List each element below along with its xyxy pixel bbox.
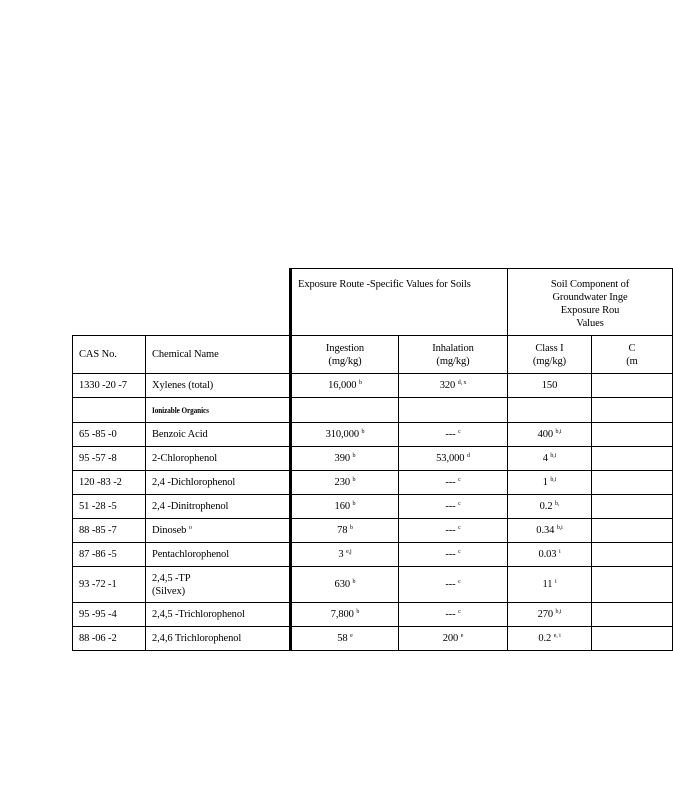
inhalation-cell <box>399 495 508 519</box>
inhalation-value: --- <box>445 579 456 590</box>
chemical-name: Pentachlorophenol <box>152 549 230 560</box>
class1-value: 0.03 <box>538 549 557 560</box>
inhalation-value: 53,000 <box>436 453 465 464</box>
inhalation-value: --- <box>445 501 456 512</box>
ingestion-cell <box>291 374 399 398</box>
soil-component-header: Soil Component of Groundwater Inge Exposure Rou Values <box>508 269 673 336</box>
table-row <box>73 627 673 651</box>
footnote-marker: b, <box>555 501 560 507</box>
class2-cell <box>592 519 673 543</box>
ingestion-value: 78 <box>337 525 348 536</box>
class2-header: C (m <box>592 336 673 374</box>
footnote-marker: o <box>188 525 192 531</box>
ingestion-value: 310,000 <box>325 429 359 440</box>
class1-cell <box>508 471 592 495</box>
cas-cell: 87 -86 -5 <box>73 543 146 567</box>
class1-cell <box>508 567 592 603</box>
class1-value: 11 <box>542 579 553 590</box>
chemical-name-cell <box>146 447 291 471</box>
ingestion-cell <box>291 519 399 543</box>
ingestion-cell <box>291 627 399 651</box>
footnote-marker: c <box>458 549 461 555</box>
table-row <box>73 567 673 603</box>
class1-cell <box>508 519 592 543</box>
table-cell <box>73 398 146 423</box>
ingestion-cell <box>291 543 399 567</box>
footnote-marker: c <box>458 525 461 531</box>
footnote-marker: c <box>458 579 461 585</box>
class1-value: 1 <box>542 477 548 488</box>
ingestion-cell <box>291 423 399 447</box>
inhalation-cell <box>399 374 508 398</box>
section-row <box>73 398 673 423</box>
class1-cell <box>508 603 592 627</box>
blank-corner-cell <box>73 269 291 336</box>
class1-cell <box>508 543 592 567</box>
ingestion-value: 230 <box>334 477 350 488</box>
ingestion-cell <box>291 495 399 519</box>
ingestion-cell <box>291 603 399 627</box>
inhalation-cell <box>399 423 508 447</box>
class2-cell <box>592 374 673 398</box>
class1-value: 270 <box>537 609 554 620</box>
cas-cell: 88 -85 -7 <box>73 519 146 543</box>
inhalation-header: Inhalation (mg/kg) <box>399 336 508 374</box>
chemical-name: 2-Chlorophenol <box>152 453 218 464</box>
inhalation-value: --- <box>445 609 456 620</box>
cas-cell: 120 -83 -2 <box>73 471 146 495</box>
table-row <box>73 603 673 627</box>
table-cell <box>399 398 508 423</box>
section-label: Ionizable Organics <box>152 404 209 415</box>
table-row <box>73 519 673 543</box>
footnote-marker: e, i <box>553 633 561 639</box>
chemical-name-header: Chemical Name <box>146 336 291 374</box>
cas-cell: 95 -57 -8 <box>73 447 146 471</box>
ingestion-value: 630 <box>334 579 350 590</box>
cas-cell: 95 -95 -4 <box>73 603 146 627</box>
table-row <box>73 495 673 519</box>
chemical-name-cell <box>146 543 291 567</box>
chemical-name: 2,4,5 -Trichlorophenol <box>152 609 245 620</box>
inhalation-value: --- <box>445 477 456 488</box>
footnote-marker: b,i <box>556 525 563 531</box>
chemical-name-cell <box>146 471 291 495</box>
class2-cell <box>592 471 673 495</box>
ingestion-cell <box>291 567 399 603</box>
ingestion-value: 390 <box>334 453 350 464</box>
cas-cell: 88 -06 -2 <box>73 627 146 651</box>
ingestion-value: 58 <box>337 633 348 644</box>
chemical-name: Xylenes (total) <box>152 380 214 391</box>
class1-cell <box>508 447 592 471</box>
inhalation-cell <box>399 471 508 495</box>
inhalation-cell <box>399 567 508 603</box>
chemical-name-cell <box>146 495 291 519</box>
chemical-name: 2,4 -Dichlorophenol <box>152 477 236 488</box>
cas-cell: 93 -72 -1 <box>73 567 146 603</box>
class1-value: 0.2 <box>539 501 553 512</box>
chemical-name-cell <box>146 519 291 543</box>
group-header-row <box>73 269 673 336</box>
footnote-marker: b <box>352 453 356 459</box>
cas-header: CAS No. <box>73 336 146 374</box>
table-row <box>73 374 673 398</box>
class2-cell <box>592 567 673 603</box>
inhalation-value: --- <box>445 429 456 440</box>
column-header-row <box>73 336 673 374</box>
chemical-name-cell <box>146 567 291 603</box>
chemical-name: 2,4,6 Trichlorophenol <box>152 633 242 644</box>
chemical-name: 2,4 -Dinitrophenol <box>152 501 229 512</box>
inhalation-cell <box>399 627 508 651</box>
class1-value: 0.34 <box>536 525 555 536</box>
footnote-marker: b,i <box>550 477 557 483</box>
inhalation-value: 200 <box>442 633 459 644</box>
footnote-marker: e <box>350 633 353 639</box>
class2-cell <box>592 603 673 627</box>
chemical-name-cell <box>146 627 291 651</box>
footnote-marker: i <box>558 549 561 555</box>
ingestion-cell <box>291 447 399 471</box>
class1-cell <box>508 495 592 519</box>
chemical-name: Dinoseb <box>152 525 187 536</box>
table-row <box>73 471 673 495</box>
class1-cell <box>508 423 592 447</box>
footnote-marker: d <box>466 453 470 459</box>
class1-value: 150 <box>541 380 558 391</box>
footnote-marker: b <box>361 429 365 435</box>
footnote-marker: e <box>460 633 464 639</box>
footnote-marker: b,i <box>555 429 562 435</box>
table-row <box>73 447 673 471</box>
exposure-route-header: Exposure Route -Specific Values for Soils <box>291 269 508 336</box>
class1-cell <box>508 374 592 398</box>
class2-cell <box>592 495 673 519</box>
ingestion-value: 160 <box>334 501 350 512</box>
table-row <box>73 543 673 567</box>
class2-cell <box>592 423 673 447</box>
footnote-marker: b <box>358 380 362 386</box>
cas-cell: 51 -28 -5 <box>73 495 146 519</box>
inhalation-cell <box>399 447 508 471</box>
footnote-marker: e,j <box>346 549 352 555</box>
class1-value: 400 <box>537 429 554 440</box>
footnote-marker: c <box>458 609 461 615</box>
footnote-marker: c <box>458 429 461 435</box>
chemical-name-cell <box>146 603 291 627</box>
inhalation-cell <box>399 519 508 543</box>
inhalation-cell <box>399 543 508 567</box>
footnote-marker: i <box>554 579 557 585</box>
class2-cell <box>592 543 673 567</box>
footnote-marker: d, x <box>457 380 467 386</box>
footnote-marker: b <box>352 579 356 585</box>
table-cell <box>592 398 673 423</box>
ingestion-cell <box>291 471 399 495</box>
cas-cell: 65 -85 -0 <box>73 423 146 447</box>
class1-value: 4 <box>542 453 548 464</box>
chemical-name-cell <box>146 423 291 447</box>
footnote-marker: b <box>349 525 353 531</box>
table-cell <box>291 398 399 423</box>
chemical-name-cell <box>146 374 291 398</box>
class1-header: Class I (mg/kg) <box>508 336 592 374</box>
footnote-marker: b,i <box>555 609 562 615</box>
footnote-marker: b <box>356 609 360 615</box>
section-label-cell <box>146 398 291 423</box>
ingestion-value: 7,800 <box>330 609 354 620</box>
class1-value: 0.2 <box>538 633 552 644</box>
chemical-name: Benzoic Acid <box>152 429 208 440</box>
class2-cell <box>592 447 673 471</box>
soil-values-table <box>72 268 673 651</box>
class1-cell <box>508 627 592 651</box>
footnote-marker: c <box>458 477 461 483</box>
footnote-marker: b,i <box>550 453 557 459</box>
ingestion-value: 16,000 <box>328 380 357 391</box>
inhalation-cell <box>399 603 508 627</box>
footnote-marker: b <box>352 477 356 483</box>
cas-cell: 1330 -20 -7 <box>73 374 146 398</box>
chemical-name: 2,4,5 -TP (Silvex) <box>152 572 191 597</box>
table-row <box>73 423 673 447</box>
footnote-marker: c <box>458 501 461 507</box>
inhalation-value: --- <box>445 525 456 536</box>
ingestion-header: Ingestion (mg/kg) <box>291 336 399 374</box>
table-cell <box>508 398 592 423</box>
inhalation-value: --- <box>445 549 456 560</box>
footnote-marker: b <box>352 501 356 507</box>
ingestion-value: 3 <box>338 549 344 560</box>
inhalation-value: 320 <box>439 380 456 391</box>
class2-cell <box>592 627 673 651</box>
